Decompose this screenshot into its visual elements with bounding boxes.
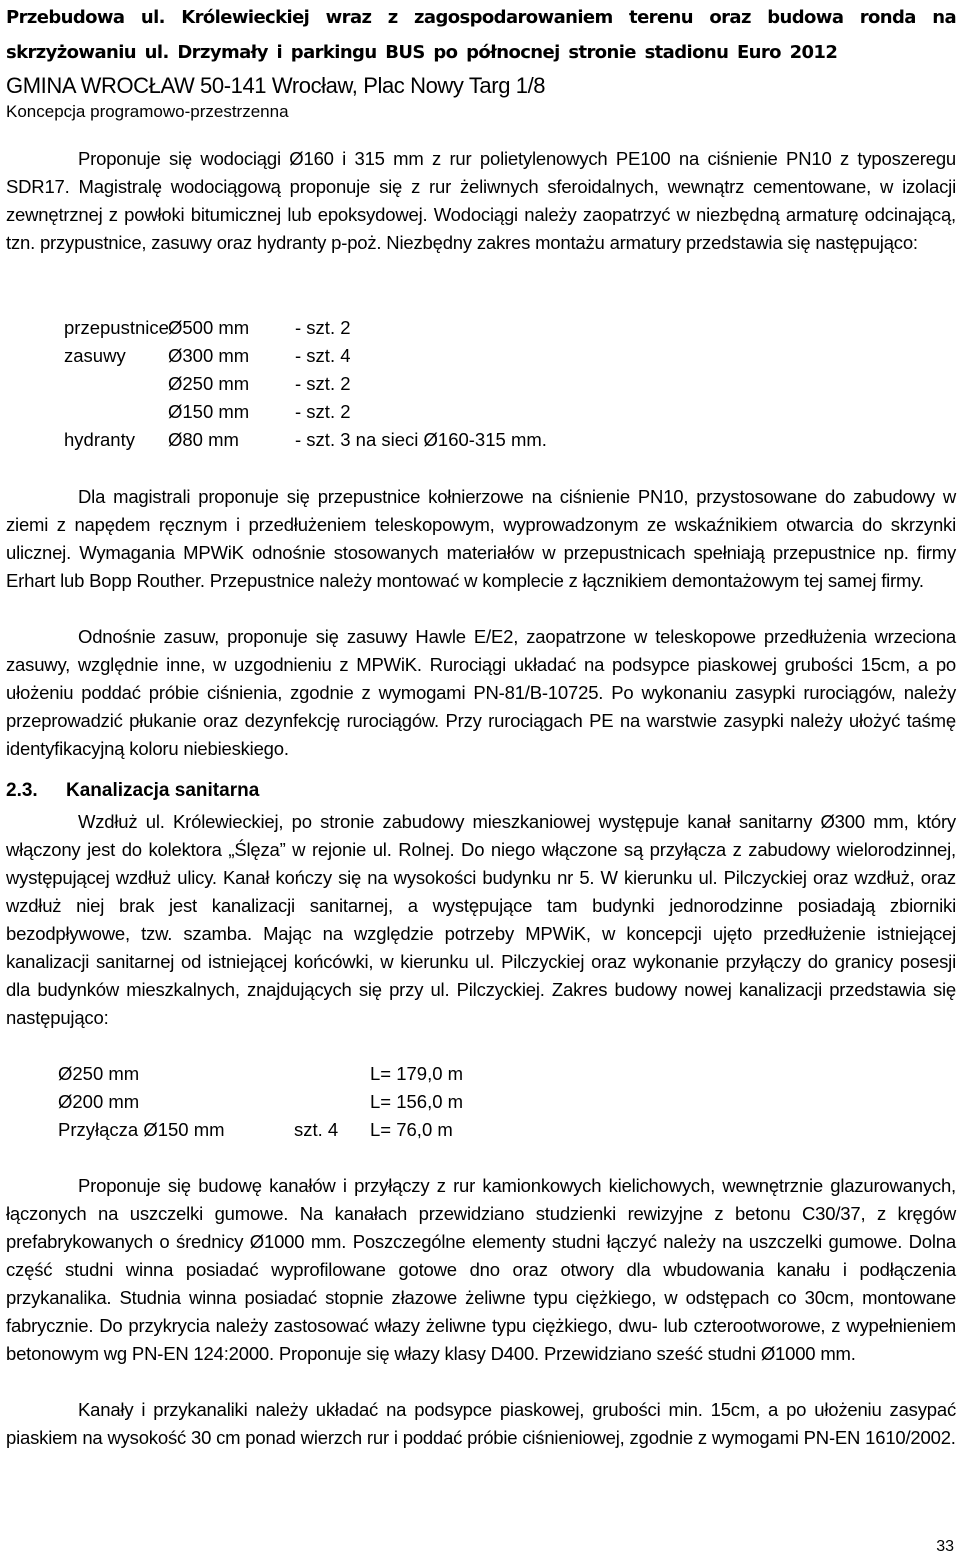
investor-address: GMINA WROCŁAW 50-141 Wrocław, Plac Nowy Targ 1/8 bbox=[6, 73, 546, 98]
list-item bbox=[64, 426, 547, 454]
paragraph-valves: Dla magistrali proponuje się przepustnice kołnierzowe na ciśnienie PN10, przystosowane do zabudowy w ziemi z napędem ręcznym i przedłużeniem teleskopowym, wyprowadzonym ze wskaźnikiem otwarcia do skrzynki ulicznej. Wymagania MPWiK odnośnie stosowanych materiałów w przepustnicach spełniają przepustnice np. firmy Erhart lub Bopp Routher. Przepustnice należy montować w komplecie z łącznikiem demontażowym tej samej firmy. bbox=[6, 486, 956, 591]
fitting-diameter: Ø300 mm bbox=[168, 345, 250, 366]
list-item bbox=[58, 1088, 463, 1116]
paragraph-gate-valves: Odnośnie zasuw, proponuje się zasuwy Hawle E/E2, zaopatrzone w teleskopowe przedłużenia wrzeciona zasuwy, względnie inne, w uzgodnieniu z MPWiK. Rurociągi układać na podsypce piaskowej grubości 15cm, a po ułożeniu poddać próbie ciśnienia, zgodnie z wymogami PN-81/B-10725. Po wykonaniu zasypki rurociągów, należy przeprowadzić płukanie oraz dezynfekcję rurociągów. Przy rurociągach PE na warstwie zasypki należy ułożyć taśmę identyfikacyjną koloru niebieskiego. bbox=[6, 626, 956, 759]
paragraph-laying: Kanały i przykanaliki należy układać na podsypce piaskowej, grubości min. 15cm, a po ułożeniu zasypać piaskiem na wysokość 30 cm ponad wierzch rur i poddać próbie ciśnieniowej, zgodnie z wymogami PN-EN 1610/2002. bbox=[6, 1399, 956, 1448]
fitting-diameter: Ø500 mm bbox=[168, 317, 250, 338]
sewer-length: L= 76,0 m bbox=[370, 1119, 453, 1140]
section-heading bbox=[6, 777, 259, 805]
fitting-name: hydranty bbox=[64, 429, 135, 450]
fitting-diameter: Ø80 mm bbox=[168, 429, 239, 450]
fitting-name bbox=[64, 370, 168, 398]
list-item bbox=[58, 1060, 463, 1088]
fitting-diameter: Ø150 mm bbox=[168, 401, 250, 422]
list-item bbox=[64, 398, 547, 426]
fitting-quantity: - szt. 2 bbox=[295, 373, 351, 394]
fitting-diameter: Ø250 mm bbox=[168, 373, 250, 394]
list-item bbox=[58, 1116, 463, 1144]
fitting-quantity: - szt. 3 na sieci Ø160-315 mm. bbox=[295, 429, 547, 450]
sewer-item: Ø250 mm bbox=[58, 1063, 140, 1084]
sewer-item: Ø200 mm bbox=[58, 1091, 140, 1112]
sewer-length: L= 156,0 m bbox=[370, 1091, 464, 1112]
paragraph-sanitary-sewer: Wzdłuż ul. Królewieckiej, po stronie zabudowy mieszkaniowej występuje kanał sanitarny Ø300 mm, który włączony jest do kolektora „Ślęza” w rejonie ul. Rolnej. Do niego włączone są przyłącza z zabudowy wielorodzinnej, występującej wzdłuż ulicy. Kanał kończy się na wysokości budynku nr 5. W kierunku ul. Pilczyckiej oraz wzdłuż, oraz wzdłuż niej brak jest kanalizacji sanitarnej, a występujące tam budynki jednorodzinne posiadają zbiorniki bezodpływowe, tzw. szamba. Mając na względzie potrzeby MPWiK, w koncepcji ujęto przedłużenie istniejącej kanalizacji sanitarnej od istniejącej końcówki, w kierunku ul. Pilczyckiej oraz wykonanie przyłączy do granicy posesji dla budynków mieszkalnych, znajdujących się przy ul. Pilczyckiej. Zakres budowy nowej kanalizacji przedstawia się następująco: bbox=[6, 811, 956, 1028]
fitting-name: zasuwy bbox=[64, 345, 126, 366]
document-page bbox=[6, 0, 956, 1448]
fitting-name: przepustnice bbox=[64, 317, 169, 338]
sewer-length: L= 179,0 m bbox=[370, 1063, 464, 1084]
document-title: Przebudowa ul. Królewieckiej wraz z zagospodarowaniem terenu oraz budowa ronda na skrzyżowaniu ul. Drzymały i parkingu BUS po północnej stronie stadionu Euro 2012 bbox=[6, 7, 956, 63]
fitting-name bbox=[64, 398, 168, 426]
fittings-list bbox=[64, 314, 547, 454]
list-item bbox=[64, 314, 547, 342]
list-item bbox=[64, 342, 547, 370]
page-number: 33 bbox=[936, 1538, 954, 1555]
sewer-qty bbox=[294, 1088, 370, 1116]
section-title: Kanalizacja sanitarna bbox=[66, 780, 260, 801]
fitting-quantity: - szt. 4 bbox=[295, 345, 351, 366]
paragraph-water-pipes: Proponuje się wodociągi Ø160 i 315 mm z rur polietylenowych PE100 na ciśnienie PN10 z typoszeregu SDR17. Magistralę wodociągową proponuje się z rur żeliwnych sferoidalnych, wewnątrz cementowane, w izolacji zewnętrznej z powłoki bitumicznej lub epoksydowej. Wodociągi należy zaopatrzyć w niezbędną armaturę odcinającą, tzn. przypustnice, zasuwy oraz hydranty p-poż. Niezbędny zakres montażu armatury przedstawia się następująco: bbox=[6, 148, 956, 253]
sewer-scope-list bbox=[58, 1060, 463, 1144]
paragraph-sewer-pipes: Proponuje się budowę kanałów i przyłączy z rur kamionkowych kielichowych, wewnętrznie glazurowanych, łączonych na uszczelki gumowe. Na kanałach przewidziano studzienki rewizyjne z betonu C30/37, z kręgów prefabrykowanych o średnicy Ø1000 mm. Poszczególne elementy studni łączyć należy na uszczelki gumowe. Dolna część studni winna posiadać wyprofilowane gotowe dno oraz otwory dla wbudowania kanału i podłączenia przykanalika. Studnia winna posiadać stopnie złazowe żeliwne typu ciężkiego, w odstępach co 30cm, montowane fabrycznie. Do przykrycia należy zastosować włazy żeliwne typu ciężkiego, dwu- lub czterootworowe, z wypełnieniem betonowym wg PN-EN 124:2000. Proponuje się włazy klasy D400. Przewidziano sześć studni Ø1000 mm. bbox=[6, 1175, 956, 1364]
document-type: Koncepcja programowo-przestrzenna bbox=[6, 102, 289, 121]
sewer-qty: szt. 4 bbox=[294, 1119, 339, 1140]
sewer-qty bbox=[294, 1060, 370, 1088]
list-item bbox=[64, 370, 547, 398]
section-number: 2.3. bbox=[6, 780, 38, 801]
sewer-item: Przyłącza Ø150 mm bbox=[58, 1119, 225, 1140]
fitting-quantity: - szt. 2 bbox=[295, 317, 351, 338]
fitting-quantity: - szt. 2 bbox=[295, 401, 351, 422]
